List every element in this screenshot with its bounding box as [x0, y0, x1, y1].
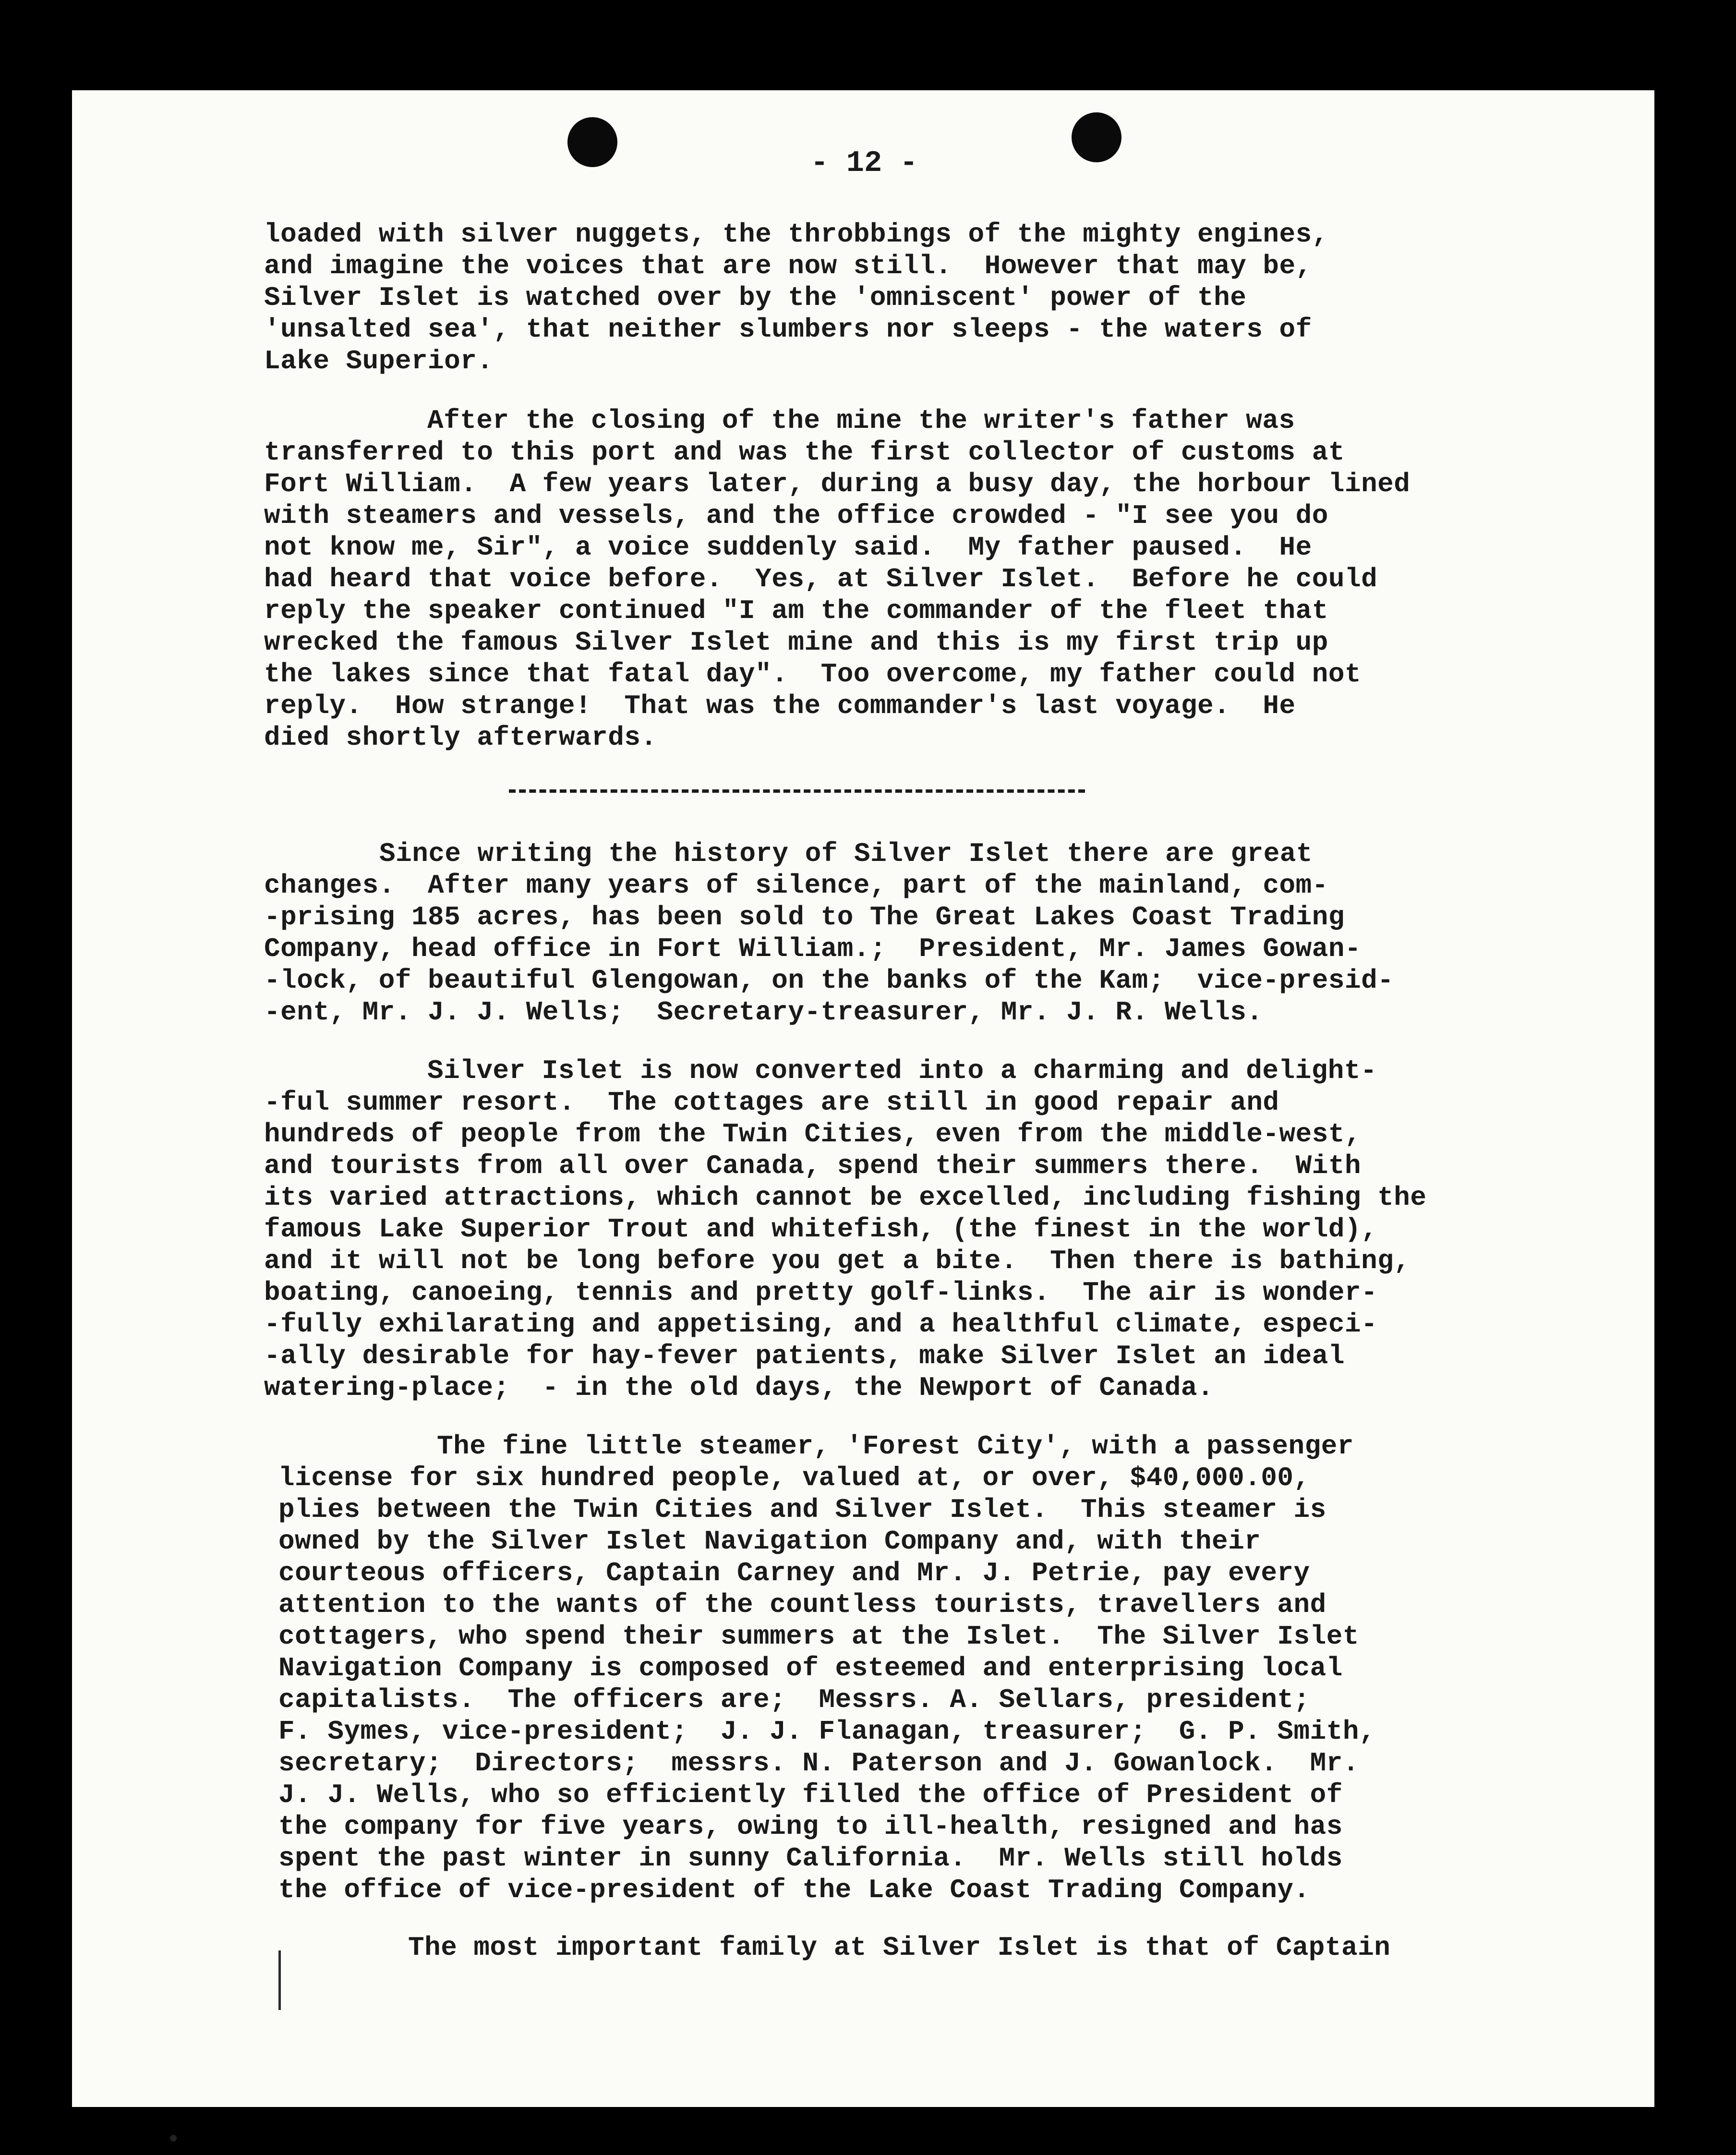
text-line: transferred to this port and was the first collector of customs at	[264, 437, 1345, 468]
punch-hole-left	[567, 117, 617, 167]
text-line: Lake Superior.	[264, 346, 494, 376]
text-line: license for six hundred people, valued at, or over, $40,000.00,	[278, 1463, 1310, 1493]
text-line: -prising 185 acres, has been sold to The Great Lakes Coast Trading	[264, 902, 1345, 932]
ink-smudge	[170, 2135, 177, 2142]
text-line: -lock, of beautiful Glengowan, on the banks of the Kam; vice-presid-	[264, 965, 1394, 996]
text-line: and imagine the voices that are now still. However that may be,	[264, 251, 1312, 281]
text-line: attention to the wants of the countless tourists, travellers and	[278, 1589, 1326, 1620]
text-line: The most important family at Silver Islet is that of Captain	[408, 1932, 1391, 1963]
text-line: hundreds of people from the Twin Cities, even from the middle-west,	[264, 1119, 1362, 1150]
text-line: -fully exhilarating and appetising, and a healthful climate, especi-	[264, 1309, 1378, 1340]
text-line: Company, head office in Fort William.; President, Mr. James Gowan-	[264, 933, 1362, 964]
text-line: cottagers, who spend their summers at the Islet. The Silver Islet	[278, 1621, 1359, 1652]
text-line: Since writing the history of Silver Islet there are great	[379, 838, 1313, 869]
page-number: - 12 -	[810, 146, 918, 180]
text-line: -ent, Mr. J. J. Wells; Secretary-treasurer, Mr. J. R. Wells.	[264, 997, 1263, 1028]
text-line: with steamers and vessels, and the office crowded - "I see you do	[264, 500, 1328, 531]
text-line: Navigation Company is composed of esteemed and enterprising local	[278, 1653, 1343, 1683]
text-line: reply the speaker continued "I am the commander of the fleet that	[264, 595, 1328, 626]
text-line: boating, canoeing, tennis and pretty golf-links. The air is wonder-	[264, 1277, 1378, 1308]
text-line: Silver Islet is now converted into a charming and delight-	[427, 1055, 1377, 1086]
text-line: died shortly afterwards.	[264, 722, 657, 753]
text-line: Silver Islet is watched over by the 'omniscent' power of the	[264, 282, 1247, 313]
text-line: loaded with silver nuggets, the throbbings of the mighty engines,	[264, 219, 1328, 250]
text-line: courteous officers, Captain Carney and Mr. J. Petrie, pay every	[278, 1558, 1310, 1588]
text-line: F. Symes, vice-president; J. J. Flanagan, treasurer; G. P. Smith,	[278, 1716, 1376, 1747]
text-line: reply. How strange! That was the commander's last voyage. He	[264, 690, 1296, 721]
text-line: 'unsalted sea', that neither slumbers nor sleeps - the waters of	[264, 314, 1312, 345]
text-line: famous Lake Superior Trout and whitefish, (the finest in the world),	[264, 1214, 1378, 1245]
document-page	[72, 90, 1654, 2107]
punch-hole-right	[1072, 112, 1121, 162]
text-line: watering-place; - in the old days, the Newport of Canada.	[264, 1372, 1214, 1403]
text-line: J. J. Wells, who so efficiently filled the office of President of	[278, 1780, 1343, 1810]
text-line: not know me, Sir", a voice suddenly said. My father paused. He	[264, 532, 1312, 563]
text-line: After the closing of the mine the writer's father was	[427, 405, 1295, 436]
text-line: plies between the Twin Cities and Silver Islet. This steamer is	[278, 1494, 1326, 1525]
text-line: had heard that voice before. Yes, at Silver Islet. Before he could	[264, 564, 1378, 594]
text-line: its varied attractions, which cannot be excelled, including fishing the	[264, 1182, 1427, 1213]
text-line: the office of vice-president of the Lake Coast Trading Company.	[278, 1875, 1310, 1905]
text-line: -ally desirable for hay-fever patients, make Silver Islet an ideal	[264, 1341, 1345, 1371]
text-line: spent the past winter in sunny California. Mr. Wells still holds	[278, 1843, 1343, 1874]
text-line: Fort William. A few years later, during a busy day, the horbour lined	[264, 469, 1410, 499]
text-line: the lakes since that fatal day". Too overcome, my father could not	[264, 659, 1362, 690]
text-line: wrecked the famous Silver Islet mine and this is my first trip up	[264, 627, 1328, 658]
text-line: -ful summer resort. The cottages are still in good repair and	[264, 1087, 1279, 1118]
margin-mark	[278, 1950, 281, 2010]
text-line: changes. After many years of silence, part of the mainland, com-	[264, 870, 1328, 901]
section-separator	[509, 789, 1085, 793]
text-line: the company for five years, owing to ill-health, resigned and has	[278, 1811, 1343, 1842]
text-line: secretary; Directors; messrs. N. Paterson and J. Gowanlock. Mr.	[278, 1748, 1359, 1779]
text-line: and it will not be long before you get a bite. Then there is bathing,	[264, 1246, 1410, 1276]
text-line: The fine little steamer, 'Forest City', with a passenger	[437, 1431, 1354, 1462]
text-line: capitalists. The officers are; Messrs. A. Sellars, president;	[278, 1684, 1310, 1715]
text-line: and tourists from all over Canada, spend their summers there. With	[264, 1150, 1362, 1181]
text-line: owned by the Silver Islet Navigation Company and, with their	[278, 1526, 1261, 1557]
